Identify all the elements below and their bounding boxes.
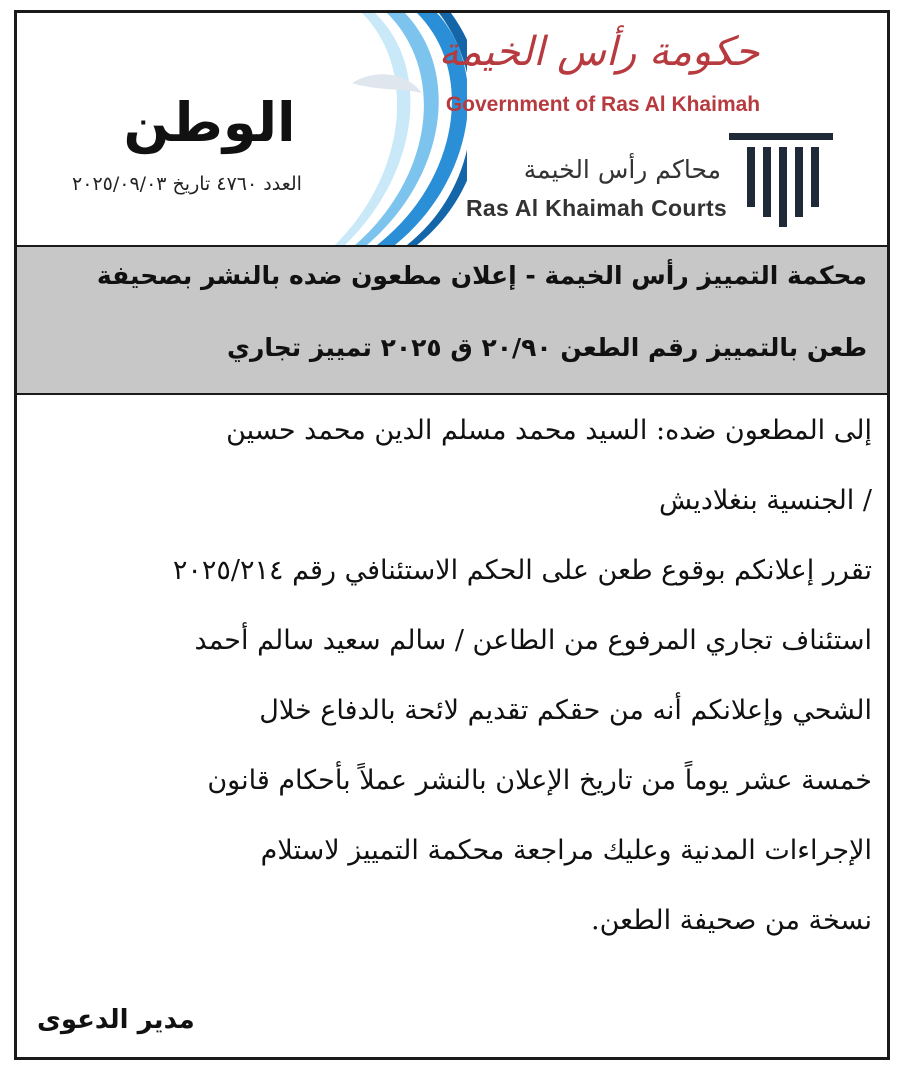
signature-title: مدير الدعوى (37, 1005, 195, 1035)
notice-body (37, 401, 872, 961)
notice-frame (14, 10, 890, 1060)
body-line: نسخة من صحيفة الطعن. (591, 905, 872, 936)
courts-pillars-logo-icon (729, 133, 833, 227)
masthead (17, 13, 887, 245)
body-line: / الجنسية بنغلاديش (658, 485, 872, 516)
body-line: استئناف تجاري المرفوع من الطاعن / سالم سعيد سالم أحمد (194, 625, 872, 656)
government-name-english: Government of Ras Al Khaimah (445, 93, 761, 116)
body-line: الإجراءات المدنية وعليك مراجعة محكمة التمييز لاستلام (260, 835, 872, 866)
body-line: تقرر إعلانكم بوقوع طعن على الحكم الاستئنافي رقم ٢٠٢٥/٢١٤ (172, 555, 872, 586)
body-line: الشحي وإعلانكم أنه من حقكم تقديم لائحة بالدفاع خلال (259, 695, 872, 726)
government-name-arabic: حكومة رأس الخيمة (438, 29, 760, 75)
body-line: إلى المطعون ضده: السيد محمد مسلم الدين محمد حسين (226, 415, 872, 446)
headline-line-1: محكمة التمييز رأس الخيمة - إعلان مطعون ضده بالنشر بصحيفة (96, 261, 867, 290)
body-line: خمسة عشر يوماً من تاريخ الإعلان بالنشر عملاً بأحكام قانون (207, 765, 872, 796)
courts-name-arabic: محاكم رأس الخيمة (523, 155, 721, 184)
newspaper-name: الوطن (123, 91, 296, 154)
issue-date-line: العدد ٤٧٦٠ تاريخ ٢٠٢٥/٠٩/٠٣ (72, 173, 302, 195)
courts-name-english: Ras Al Khaimah Courts (465, 195, 727, 221)
headline-line-2: طعن بالتمييز رقم الطعن ٢٠/٩٠ ق ٢٠٢٥ تمييز تجاري (227, 333, 867, 362)
notice-headline (17, 245, 887, 395)
